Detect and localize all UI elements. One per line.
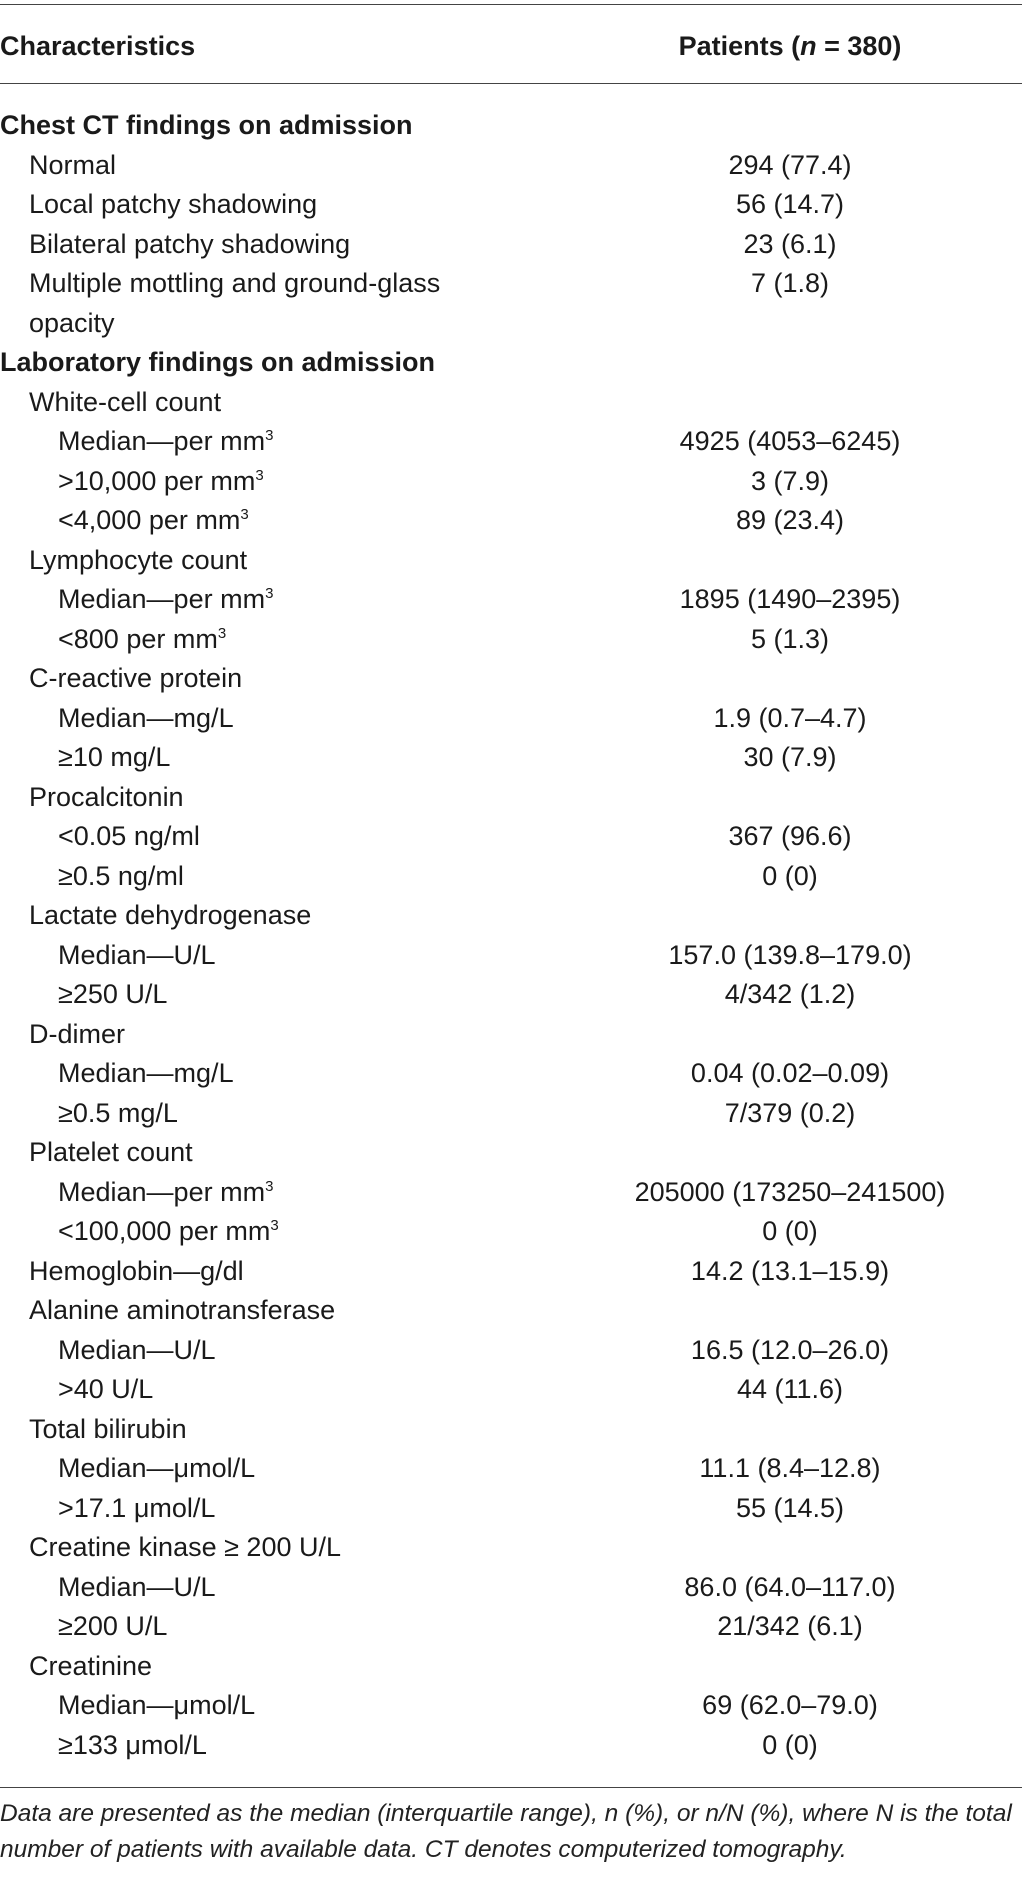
row-label: [58, 1726, 538, 1766]
row-label: [58, 422, 538, 462]
table-row: [0, 1054, 1022, 1094]
row-label: [29, 1133, 509, 1173]
table-row: [0, 817, 1022, 857]
row-label: [58, 857, 538, 897]
row-label-text: Bilateral patchy shadowing: [29, 228, 351, 259]
row-label-text: <800 per mm: [58, 623, 218, 654]
table-row: [0, 975, 1022, 1015]
row-label: [58, 975, 538, 1015]
table-row: [0, 778, 1022, 818]
row-value: 55 (14.5): [735, 1492, 845, 1523]
table-row: [0, 857, 1022, 897]
row-value: 1.9 (0.7–4.7): [713, 702, 867, 733]
row-value: 4/342 (1.2): [724, 979, 856, 1009]
row-label-text: >10,000 per mm: [58, 465, 256, 496]
table-row: [0, 659, 1022, 699]
row-value: 157.0 (139.8–179.0): [668, 939, 912, 970]
row-label-text: Hemoglobin—g/dl: [29, 1255, 244, 1286]
row-label-text: Median—per mm: [58, 1176, 266, 1207]
row-label: [29, 383, 509, 423]
row-label-superscript: 3: [270, 1217, 279, 1234]
table-row: [0, 185, 1022, 225]
row-label: [29, 1015, 509, 1055]
table-row: [0, 462, 1022, 502]
row-label: [58, 1607, 538, 1647]
row-label: [29, 264, 509, 343]
row-label: [58, 699, 538, 739]
row-label: [58, 620, 538, 660]
row-value: 4925 (4053–6245): [679, 426, 901, 456]
row-label-text: Procalcitonin: [29, 781, 184, 812]
row-label: [58, 817, 538, 857]
row-label-text: Local patchy shadowing: [29, 189, 318, 219]
row-label-text: Lactate dehydrogenase: [29, 900, 312, 930]
row-label: [29, 659, 509, 699]
row-label-text: Alanine aminotransferase: [29, 1295, 336, 1325]
row-label: [29, 896, 509, 936]
row-value: 16.5 (12.0–26.0): [690, 1334, 890, 1365]
row-label: [58, 501, 538, 541]
row-value: 0 (0): [762, 1216, 818, 1246]
row-value: 21/342 (6.1): [717, 1611, 863, 1641]
row-label-text: Median—U/L: [58, 1334, 216, 1365]
row-label-text: Creatine kinase ≥ 200 U/L: [29, 1532, 341, 1562]
row-label: [58, 1331, 538, 1371]
row-value: 205000 (173250–241500): [634, 1176, 946, 1207]
row-label-text: Chest CT findings on admission: [0, 110, 413, 140]
table-row: [0, 1173, 1022, 1213]
table-row: [0, 1212, 1022, 1252]
table-row: [0, 1686, 1022, 1726]
row-label-text: >40 U/L: [58, 1374, 154, 1404]
table-row: [0, 1331, 1022, 1371]
row-label: [58, 580, 538, 620]
row-label: [29, 541, 509, 581]
row-label: [58, 1370, 538, 1410]
row-value: 86.0 (64.0–117.0): [684, 1571, 896, 1602]
row-value: 1895 (1490–2395): [679, 584, 901, 614]
row-label-text: Total bilirubin: [29, 1413, 187, 1444]
row-label-text: Laboratory findings on admission: [0, 347, 436, 377]
row-label: [58, 1094, 538, 1134]
row-value: 44 (11.6): [736, 1374, 844, 1404]
row-label-superscript: 3: [265, 585, 274, 602]
table-section-header: [0, 343, 1022, 383]
row-label-text: Median—μmol/L: [58, 1453, 256, 1483]
table-row: [0, 1094, 1022, 1134]
row-label: [58, 1489, 538, 1529]
table-row: [0, 1133, 1022, 1173]
row-label-text: <4,000 per mm: [58, 505, 241, 535]
table-row: [0, 501, 1022, 541]
table-row: [0, 1252, 1022, 1292]
row-value: 23 (6.1): [743, 228, 837, 259]
row-label: [58, 462, 538, 502]
row-value: 367 (96.6): [728, 821, 852, 851]
row-label: [29, 225, 509, 265]
table-row: [0, 699, 1022, 739]
table-body: [0, 106, 1022, 1765]
row-label: [58, 1054, 538, 1094]
row-label: [58, 1212, 538, 1252]
table-row: [0, 422, 1022, 462]
table-row: [0, 896, 1022, 936]
table-row: [0, 541, 1022, 581]
table-row: [0, 1410, 1022, 1450]
table-row: [0, 1489, 1022, 1529]
row-label: [29, 185, 509, 225]
row-value: 0 (0): [762, 860, 818, 891]
row-label-text: Median—mg/L: [58, 1058, 234, 1088]
row-label-text: ≥0.5 ng/ml: [58, 860, 184, 891]
table-row: [0, 264, 1022, 343]
row-value: 11.1 (8.4–12.8): [699, 1453, 881, 1483]
row-value: 0 (0): [762, 1729, 818, 1760]
row-label-text: ≥200 U/L: [58, 1611, 168, 1641]
row-label-text: Multiple mottling and ground-glass opacity: [29, 268, 441, 338]
row-label: [58, 1173, 538, 1213]
table-row: [0, 1528, 1022, 1568]
row-label: [58, 1568, 538, 1608]
row-value: 294 (77.4): [728, 149, 852, 180]
row-value: 56 (14.7): [735, 189, 845, 219]
row-value: 0.04 (0.02–0.09): [690, 1058, 890, 1088]
table-row: [0, 580, 1022, 620]
row-label-superscript: 3: [240, 506, 249, 523]
table-row: [0, 1726, 1022, 1766]
row-label-text: White-cell count: [29, 386, 222, 417]
table-row: [0, 936, 1022, 976]
row-label: [0, 343, 480, 383]
row-label: [0, 106, 480, 146]
row-label: [29, 1291, 509, 1331]
row-label-text: ≥0.5 mg/L: [58, 1097, 178, 1128]
table-row: [0, 1291, 1022, 1331]
table-footnote: Data are presented as the median (interquartile range), n (%), or n/N (%), where N is the total number of patients with available data. CT denotes computerized tomography.: [0, 1800, 1012, 1863]
row-label: [29, 1410, 509, 1450]
table-row: [0, 146, 1022, 186]
row-label: [58, 1686, 538, 1726]
table-row: [0, 1568, 1022, 1608]
row-label-text: Median—mg/L: [58, 702, 234, 733]
row-value: 89 (23.4): [735, 505, 845, 535]
row-label: [58, 936, 538, 976]
row-value: 14.2 (13.1–15.9): [690, 1255, 890, 1286]
table-row: [0, 1370, 1022, 1410]
table-header-rule: [0, 83, 1022, 84]
row-label: [29, 146, 509, 186]
row-label-text: Median—U/L: [58, 1571, 216, 1602]
row-label: [58, 738, 538, 778]
table-row: [0, 1449, 1022, 1489]
column-header-patients-suffix: = 380): [816, 31, 902, 61]
table-section-header: [0, 106, 1022, 146]
column-header-patients-n: n: [800, 31, 817, 61]
row-value: 7 (1.8): [750, 268, 830, 298]
table-row: [0, 620, 1022, 660]
row-label-text: Creatinine: [29, 1650, 153, 1681]
table-top-rule: [0, 4, 1022, 5]
row-label-superscript: 3: [265, 1177, 274, 1195]
row-label-text: Median—per mm: [58, 584, 266, 614]
row-value: 30 (7.9): [743, 742, 837, 772]
row-label-text: D-dimer: [29, 1018, 126, 1049]
row-label-text: Median—μmol/L: [58, 1690, 256, 1720]
row-label-text: Lymphocyte count: [29, 544, 248, 575]
row-value: 7/379 (0.2): [724, 1097, 856, 1128]
row-value: 5 (1.3): [750, 623, 830, 654]
row-value: 3 (7.9): [750, 465, 830, 496]
row-label: [29, 1528, 509, 1568]
column-header-patients-prefix: Patients (: [678, 31, 801, 61]
row-label-text: C-reactive protein: [29, 663, 243, 693]
row-label-text: ≥10 mg/L: [58, 742, 171, 772]
row-label-text: <0.05 ng/ml: [58, 821, 200, 851]
table-row: [0, 1647, 1022, 1687]
row-label-superscript: 3: [255, 466, 264, 484]
row-label: [29, 1647, 509, 1687]
column-header-characteristics: Characteristics: [0, 31, 196, 61]
row-label-text: Platelet count: [29, 1137, 193, 1167]
row-label-text: Normal: [29, 149, 117, 180]
row-label: [58, 1449, 538, 1489]
column-header-patients: [640, 26, 940, 66]
row-label: [29, 1252, 509, 1292]
row-label-text: ≥250 U/L: [58, 979, 168, 1009]
table-row: [0, 225, 1022, 265]
table-bottom-rule: [0, 1787, 1022, 1788]
row-label-text: <100,000 per mm: [58, 1216, 271, 1246]
table-row: [0, 738, 1022, 778]
row-label: [29, 778, 509, 818]
table-row: [0, 1607, 1022, 1647]
row-value: 69 (62.0–79.0): [702, 1690, 878, 1720]
row-label-text: >17.1 μmol/L: [58, 1492, 216, 1523]
table-row: [0, 1015, 1022, 1055]
row-label-superscript: 3: [217, 624, 227, 642]
row-label-text: Median—per mm: [58, 426, 266, 456]
table-row: [0, 383, 1022, 423]
row-label-text: Median—U/L: [58, 939, 216, 970]
row-label-text: ≥133 μmol/L: [58, 1729, 207, 1760]
row-label-superscript: 3: [265, 427, 274, 444]
